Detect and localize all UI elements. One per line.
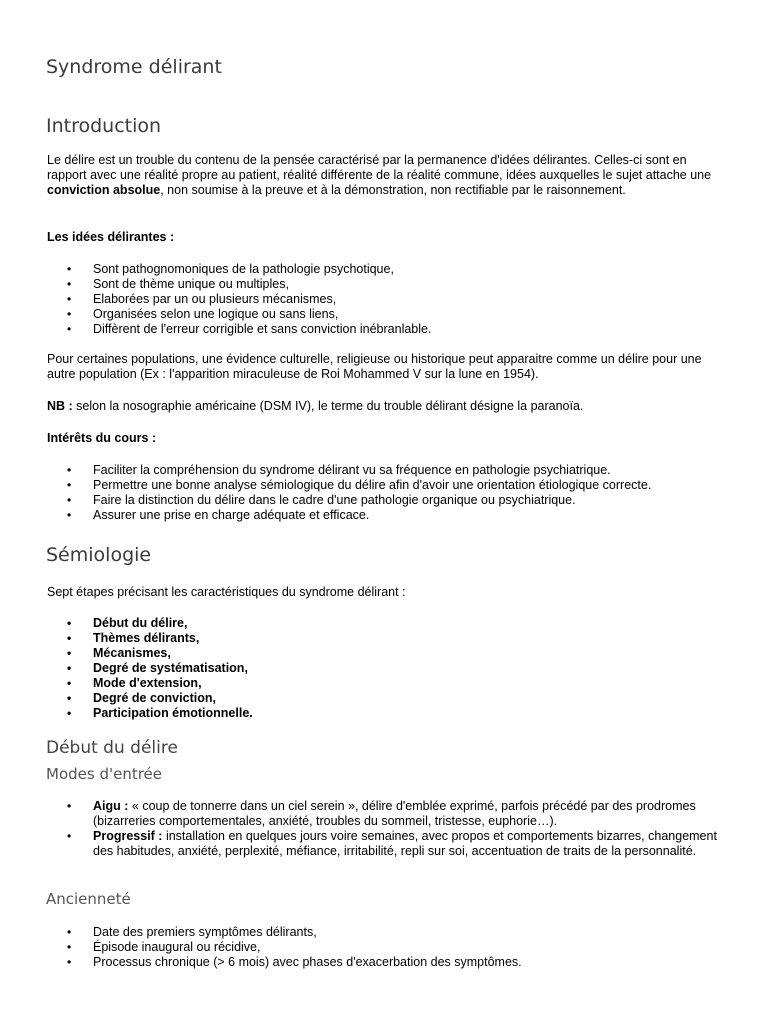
- ideas-list: [47, 262, 727, 337]
- intro-paragraph: Le délire est un trouble du contenu de la pensée caractérisé par la permanence d'idées délirantes. Celles-ci sont en rapport avec une réalité propre au patient, réalité différente de la réalité commune, idées auxquelles le sujet attache une conviction absolue, non soumise à la preuve et à la démonstration, non rectifiable par le raisonnement.: [47, 153, 712, 197]
- list-item: • Faire la distinction du délire dans le cadre d'une pathologie organique ou psychiatrique.: [47, 493, 727, 508]
- list-item: • Degré de systématisation,: [47, 661, 727, 676]
- list-item: • Mécanismes,: [47, 646, 727, 661]
- list-item: • Degré de conviction,: [47, 691, 727, 706]
- list-item: • Faciliter la compréhension du syndrome délirant vu sa fréquence en pathologie psychiatrique.: [47, 463, 727, 478]
- list-item-progressif: • Progressif : installation en quelques jours voire semaines, avec propos et comportements bizarres, changement des habitudes, anxiété, perplexité, méfiance, irritabilité, repli sur soi, accentuation de traits de la personnalité.: [47, 829, 727, 859]
- list-item: • Diffèrent de l'erreur corrigible et sans conviction inébranlable.: [47, 322, 727, 337]
- list-item: • Elaborées par un ou plusieurs mécanismes,: [47, 292, 727, 307]
- list-item: • Thèmes délirants,: [47, 631, 727, 646]
- anciennete-list: [47, 925, 727, 970]
- interest-label: Intérêts du cours :: [47, 431, 157, 445]
- list-item: • Processus chronique (> 6 mois) avec phases d'exacerbation des symptômes.: [47, 955, 727, 970]
- heading-debut-delire: Début du délire: [46, 738, 178, 758]
- semio-lead: Sept étapes précisant les caractéristiques du syndrome délirant :: [47, 585, 406, 599]
- list-item: • Date des premiers symptômes délirants,: [47, 925, 727, 940]
- modes-list: [47, 799, 727, 859]
- heading-modes-entree: Modes d'entrée: [46, 765, 163, 783]
- culture-paragraph: Pour certaines populations, une évidence culturelle, religieuse ou historique peut apparaitre comme un délire pour une autre population (Ex : l'apparition miraculeuse de Roi Mohammed V sur la lune en 1954).: [47, 352, 702, 381]
- list-item: • Permettre une bonne analyse sémiologique du délire afin d'avoir une orientation étiologique correcte.: [47, 478, 727, 493]
- list-item: • Organisées selon une logique ou sans liens,: [47, 307, 727, 322]
- ideas-label: Les idées délirantes :: [47, 230, 175, 244]
- list-item: • Participation émotionnelle.: [47, 706, 727, 721]
- list-item: • Sont de thème unique ou multiples,: [47, 277, 727, 292]
- list-item: • Début du délire,: [47, 616, 727, 631]
- list-item: • Sont pathognomoniques de la pathologie psychotique,: [47, 262, 727, 277]
- heading-anciennete: Ancienneté: [46, 890, 131, 908]
- list-item: • Épisode inaugural ou récidive,: [47, 940, 727, 955]
- list-item: • Assurer une prise en charge adéquate et efficace.: [47, 508, 727, 523]
- heading-semiologie: Sémiologie: [46, 544, 152, 566]
- list-item-aigu: • Aigu : « coup de tonnerre dans un ciel serein », délire d'emblée exprimé, parfois précédé par des prodromes (bizarreries comportementales, anxiété, troubles du sommeil, tristesse, euphorie…).: [47, 799, 727, 829]
- heading-introduction: Introduction: [46, 115, 162, 137]
- list-item: • Mode d'extension,: [47, 676, 727, 691]
- steps-list: [47, 616, 727, 721]
- nb-paragraph: NB : selon la nosographie américaine (DSM IV), le terme du trouble délirant désigne la paranoïa.: [47, 399, 584, 413]
- interest-list: [47, 463, 727, 523]
- document-title: Syndrome délirant: [46, 56, 222, 78]
